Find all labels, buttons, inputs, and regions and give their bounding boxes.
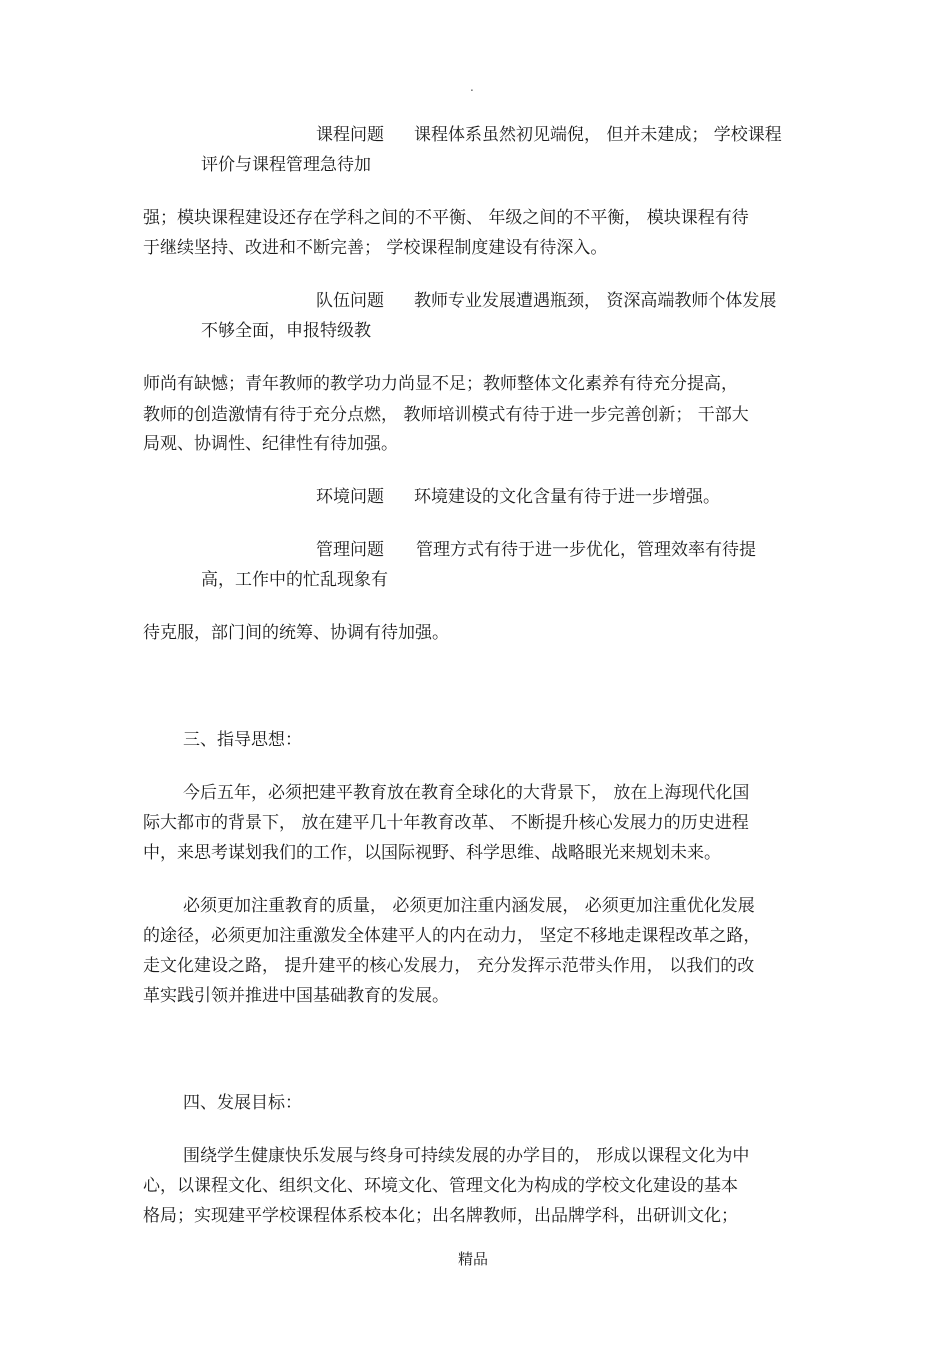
section-three-p1-line1: 今后五年，必须把建平教育放在教育全球化的大背景下， 放在上海现代化国 — [183, 783, 750, 803]
management-issue-line3: 待克服，部门间的统筹、协调有待加强。 — [143, 623, 449, 643]
team-issue-line1: 教师专业发展遭遇瓶颈， 资深高端教师个体发展 — [414, 291, 777, 311]
section-three-heading: 三、指导思想： — [183, 730, 302, 750]
curriculum-issue-line4: 于继续坚持、改进和不断完善； 学校课程制度建设有待深入。 — [143, 238, 608, 258]
team-issue-label: 队伍问题 — [316, 291, 384, 311]
environment-issue-line1: 环境建设的文化含量有待于进一步增强。 — [414, 487, 720, 507]
section-four-p1-line2: 心，以课程文化、组织文化、环境文化、管理文化为构成的学校文化建设的基本 — [143, 1176, 738, 1196]
team-issue-line4: 教师的创造激情有待于充分点燃， 教师培训模式有待于进一步完善创新； 干部大 — [143, 405, 749, 425]
curriculum-issue-line3: 强；模块课程建设还存在学科之间的不平衡、 年级之间的不平衡， 模块课程有待 — [143, 208, 749, 228]
section-four-p1-line1: 围绕学生健康快乐发展与终身可持续发展的办学目的， 形成以课程文化为中 — [183, 1146, 750, 1166]
footer-label: 精品 — [458, 1250, 489, 1268]
team-issue-line5: 局观、协调性、纪律性有待加强。 — [143, 434, 398, 454]
header-dot: . — [470, 80, 474, 94]
curriculum-issue-label: 课程问题 — [316, 125, 384, 145]
section-three-p1-line3: 中，来思考谋划我们的工作，以国际视野、科学思维、战略眼光来规划未来。 — [143, 843, 721, 863]
section-three-p2-line3: 走文化建设之路， 提升建平的核心发展力， 充分发挥示范带头作用， 以我们的改 — [143, 956, 755, 976]
team-issue-line3: 师尚有缺憾；青年教师的教学功力尚显不足；教师整体文化素养有待充分提高， — [143, 374, 738, 394]
section-four-p1-line3: 格局；实现建平学校课程体系校本化；出名牌教师，出品牌学科，出研训文化； — [143, 1206, 738, 1226]
management-issue-label: 管理问题 — [316, 540, 384, 560]
section-four-heading: 四、发展目标： — [183, 1093, 302, 1113]
section-three-p2-line4: 革实践引领并推进中国基础教育的发展。 — [143, 986, 449, 1006]
management-issue-line2: 高，工作中的忙乱现象有 — [201, 570, 388, 590]
curriculum-issue-line2: 评价与课程管理急待加 — [201, 155, 371, 175]
management-issue-line1: 管理方式有待于进一步优化，管理效率有待提 — [416, 540, 756, 560]
section-three-p2-line1: 必须更加注重教育的质量， 必须更加注重内涵发展， 必须更加注重优化发展 — [183, 896, 755, 916]
section-three-p1-line2: 际大都市的背景下， 放在建平几十年教育改革、 不断提升核心发展力的历史进程 — [143, 813, 749, 833]
curriculum-issue-line1: 课程体系虽然初见端倪， 但并未建成； 学校课程 — [414, 125, 782, 145]
team-issue-line2: 不够全面，申报特级教 — [201, 321, 371, 341]
section-three-p2-line2: 的途径，必须更加注重激发全体建平人的内在动力， 坚定不移地走课程改革之路， — [143, 926, 761, 946]
environment-issue-label: 环境问题 — [316, 487, 384, 507]
